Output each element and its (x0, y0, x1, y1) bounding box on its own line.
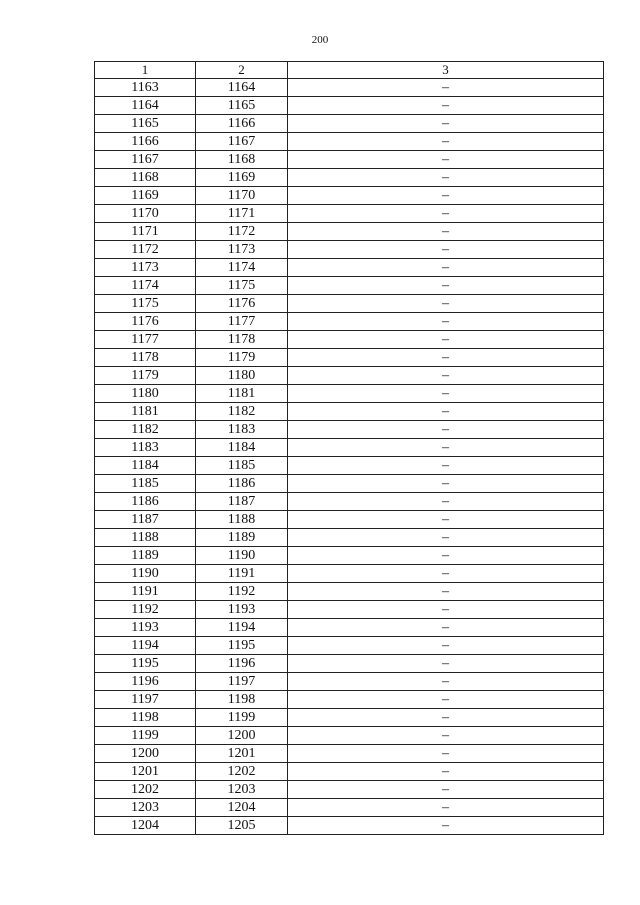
cell-col-2: 1190 (196, 547, 288, 565)
cell-col-2: 1183 (196, 421, 288, 439)
cell-col-3: – (288, 565, 604, 583)
table-header-row (95, 62, 604, 79)
cell-col-1: 1189 (95, 547, 196, 565)
cell-col-1: 1178 (95, 349, 196, 367)
cell-col-1: 1204 (95, 817, 196, 835)
table-row (95, 367, 604, 385)
table-row (95, 583, 604, 601)
cell-col-2: 1167 (196, 133, 288, 151)
table-row (95, 187, 604, 205)
cell-col-3: – (288, 115, 604, 133)
cell-col-1: 1174 (95, 277, 196, 295)
table-row (95, 601, 604, 619)
cell-col-1: 1170 (95, 205, 196, 223)
table-row (95, 745, 604, 763)
cell-col-2: 1188 (196, 511, 288, 529)
cell-col-3: – (288, 277, 604, 295)
cell-col-3: – (288, 421, 604, 439)
cell-col-2: 1199 (196, 709, 288, 727)
cell-col-2: 1184 (196, 439, 288, 457)
cell-col-2: 1196 (196, 655, 288, 673)
cell-col-3: – (288, 781, 604, 799)
cell-col-3: – (288, 169, 604, 187)
table-row (95, 223, 604, 241)
cell-col-2: 1169 (196, 169, 288, 187)
table-row (95, 169, 604, 187)
table-row (95, 709, 604, 727)
cell-col-3: – (288, 637, 604, 655)
cell-col-1: 1171 (95, 223, 196, 241)
table-row (95, 79, 604, 97)
cell-col-3: – (288, 619, 604, 637)
cell-col-1: 1172 (95, 241, 196, 259)
cell-col-3: – (288, 313, 604, 331)
table-row (95, 97, 604, 115)
cell-col-1: 1166 (95, 133, 196, 151)
cell-col-2: 1185 (196, 457, 288, 475)
table-row (95, 475, 604, 493)
cell-col-2: 1176 (196, 295, 288, 313)
cell-col-2: 1175 (196, 277, 288, 295)
table-row (95, 205, 604, 223)
table-row (95, 673, 604, 691)
table-row (95, 151, 604, 169)
cell-col-1: 1197 (95, 691, 196, 709)
cell-col-2: 1204 (196, 799, 288, 817)
cell-col-3: – (288, 79, 604, 97)
cell-col-1: 1190 (95, 565, 196, 583)
cell-col-2: 1191 (196, 565, 288, 583)
cell-col-1: 1202 (95, 781, 196, 799)
cell-col-3: – (288, 241, 604, 259)
cell-col-1: 1183 (95, 439, 196, 457)
table-row (95, 259, 604, 277)
cell-col-3: – (288, 439, 604, 457)
cell-col-3: – (288, 187, 604, 205)
cell-col-3: – (288, 367, 604, 385)
cell-col-3: – (288, 385, 604, 403)
cell-col-2: 1174 (196, 259, 288, 277)
table-row (95, 511, 604, 529)
table-row (95, 241, 604, 259)
table-row (95, 727, 604, 745)
table-row (95, 385, 604, 403)
cell-col-3: – (288, 583, 604, 601)
table-row (95, 331, 604, 349)
cell-col-3: – (288, 547, 604, 565)
table-row (95, 691, 604, 709)
cell-col-3: – (288, 331, 604, 349)
cell-col-1: 1181 (95, 403, 196, 421)
cell-col-2: 1171 (196, 205, 288, 223)
cell-col-3: – (288, 295, 604, 313)
cell-col-2: 1165 (196, 97, 288, 115)
cell-col-3: – (288, 691, 604, 709)
cell-col-3: – (288, 493, 604, 511)
table-row (95, 493, 604, 511)
table-row (95, 547, 604, 565)
cell-col-1: 1186 (95, 493, 196, 511)
cell-col-1: 1177 (95, 331, 196, 349)
cell-col-1: 1184 (95, 457, 196, 475)
cell-col-2: 1203 (196, 781, 288, 799)
table-body (95, 79, 604, 835)
cell-col-3: – (288, 529, 604, 547)
cell-col-3: – (288, 763, 604, 781)
cell-col-1: 1182 (95, 421, 196, 439)
cell-col-3: – (288, 97, 604, 115)
cell-col-3: – (288, 349, 604, 367)
cell-col-3: – (288, 403, 604, 421)
cell-col-2: 1186 (196, 475, 288, 493)
cell-col-2: 1198 (196, 691, 288, 709)
cell-col-1: 1201 (95, 763, 196, 781)
table-row (95, 763, 604, 781)
cell-col-1: 1179 (95, 367, 196, 385)
table-row (95, 277, 604, 295)
cell-col-1: 1194 (95, 637, 196, 655)
cell-col-2: 1200 (196, 727, 288, 745)
cell-col-3: – (288, 817, 604, 835)
cell-col-2: 1182 (196, 403, 288, 421)
cell-col-3: – (288, 673, 604, 691)
cell-col-1: 1191 (95, 583, 196, 601)
cell-col-3: – (288, 511, 604, 529)
cell-col-3: – (288, 133, 604, 151)
table-row (95, 565, 604, 583)
table-row (95, 313, 604, 331)
cell-col-2: 1194 (196, 619, 288, 637)
cell-col-1: 1187 (95, 511, 196, 529)
data-table (94, 61, 604, 835)
cell-col-1: 1192 (95, 601, 196, 619)
cell-col-2: 1166 (196, 115, 288, 133)
cell-col-2: 1205 (196, 817, 288, 835)
cell-col-3: – (288, 259, 604, 277)
table-row (95, 439, 604, 457)
cell-col-2: 1168 (196, 151, 288, 169)
cell-col-2: 1201 (196, 745, 288, 763)
page-number: 200 (311, 34, 329, 46)
column-header-1: 1 (95, 62, 196, 79)
cell-col-3: – (288, 745, 604, 763)
cell-col-2: 1173 (196, 241, 288, 259)
cell-col-3: – (288, 799, 604, 817)
table-row (95, 115, 604, 133)
cell-col-1: 1188 (95, 529, 196, 547)
cell-col-3: – (288, 727, 604, 745)
column-header-2: 2 (196, 62, 288, 79)
table-row (95, 799, 604, 817)
cell-col-1: 1173 (95, 259, 196, 277)
cell-col-3: – (288, 457, 604, 475)
table-row (95, 619, 604, 637)
cell-col-1: 1176 (95, 313, 196, 331)
cell-col-2: 1179 (196, 349, 288, 367)
cell-col-1: 1164 (95, 97, 196, 115)
cell-col-1: 1180 (95, 385, 196, 403)
cell-col-2: 1164 (196, 79, 288, 97)
table-row (95, 817, 604, 835)
column-header-3: 3 (288, 62, 604, 79)
cell-col-1: 1195 (95, 655, 196, 673)
cell-col-1: 1165 (95, 115, 196, 133)
cell-col-2: 1192 (196, 583, 288, 601)
cell-col-1: 1163 (95, 79, 196, 97)
cell-col-1: 1203 (95, 799, 196, 817)
cell-col-1: 1193 (95, 619, 196, 637)
cell-col-2: 1178 (196, 331, 288, 349)
cell-col-3: – (288, 151, 604, 169)
cell-col-1: 1167 (95, 151, 196, 169)
cell-col-3: – (288, 709, 604, 727)
table-row (95, 295, 604, 313)
cell-col-2: 1177 (196, 313, 288, 331)
cell-col-3: – (288, 601, 604, 619)
cell-col-1: 1175 (95, 295, 196, 313)
cell-col-3: – (288, 205, 604, 223)
table-row (95, 421, 604, 439)
table-row (95, 529, 604, 547)
table-row (95, 403, 604, 421)
table-row (95, 655, 604, 673)
cell-col-1: 1169 (95, 187, 196, 205)
cell-col-2: 1195 (196, 637, 288, 655)
cell-col-2: 1180 (196, 367, 288, 385)
cell-col-2: 1189 (196, 529, 288, 547)
cell-col-2: 1181 (196, 385, 288, 403)
cell-col-1: 1196 (95, 673, 196, 691)
cell-col-2: 1172 (196, 223, 288, 241)
cell-col-1: 1185 (95, 475, 196, 493)
cell-col-2: 1197 (196, 673, 288, 691)
cell-col-1: 1199 (95, 727, 196, 745)
cell-col-1: 1168 (95, 169, 196, 187)
table-row (95, 637, 604, 655)
table-row (95, 133, 604, 151)
cell-col-1: 1200 (95, 745, 196, 763)
table-row (95, 349, 604, 367)
cell-col-2: 1170 (196, 187, 288, 205)
cell-col-2: 1193 (196, 601, 288, 619)
table-row (95, 457, 604, 475)
cell-col-2: 1202 (196, 763, 288, 781)
cell-col-3: – (288, 223, 604, 241)
table-row (95, 781, 604, 799)
cell-col-2: 1187 (196, 493, 288, 511)
cell-col-3: – (288, 475, 604, 493)
cell-col-3: – (288, 655, 604, 673)
cell-col-1: 1198 (95, 709, 196, 727)
